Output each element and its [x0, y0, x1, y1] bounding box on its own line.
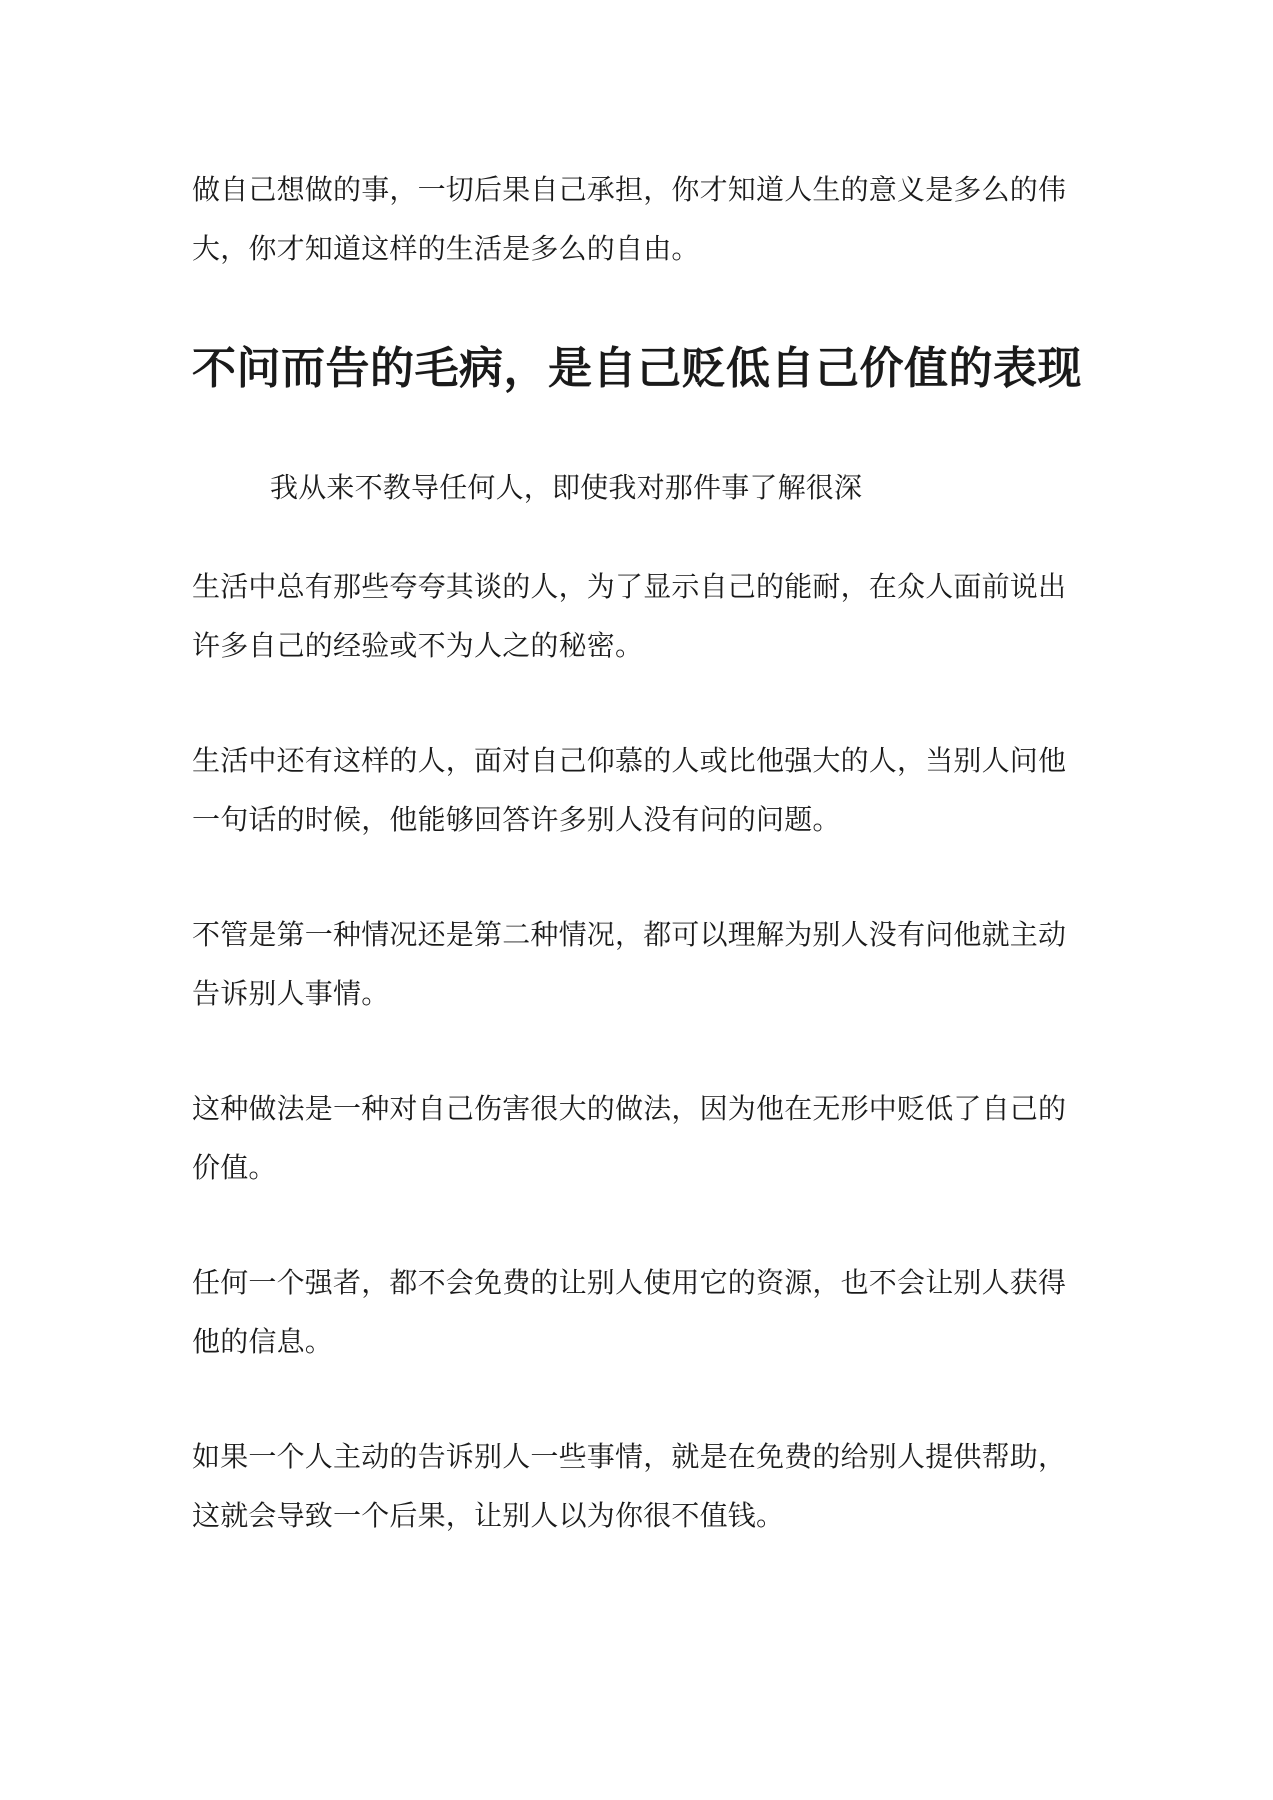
document-body — [192, 160, 1092, 1545]
body-paragraph-6: 如果一个人主动的告诉别人一些事情，就是在免费的给别人提供帮助，这就会导致一个后果，让别人以为你很不值钱。 — [192, 1440, 1067, 1532]
intro-paragraph: 做自己想做的事，一切后果自己承担，你才知道人生的意义是多么的伟大，你才知道这样的生活是多么的自由。 — [192, 173, 1067, 265]
section-heading: 不问而告的毛病，是自己贬低自己价值的表现 — [192, 343, 1082, 394]
body-paragraph-4: 这种做法是一种对自己伤害很大的做法，因为他在无形中贬低了自己的价值。 — [192, 1092, 1067, 1184]
body-paragraph-2: 生活中还有这样的人，面对自己仰慕的人或比他强大的人，当别人问他一句话的时候，他能够回答许多别人没有问的问题。 — [192, 744, 1067, 836]
body-paragraph-3: 不管是第一种情况还是第二种情况，都可以理解为别人没有问他就主动告诉别人事情。 — [192, 918, 1067, 1010]
quote-line: 我从来不教导任何人，即使我对那件事了解很深 — [270, 471, 863, 504]
body-paragraph-5: 任何一个强者，都不会免费的让别人使用它的资源，也不会让别人获得他的信息。 — [192, 1266, 1067, 1358]
body-paragraph-1: 生活中总有那些夸夸其谈的人，为了显示自己的能耐，在众人面前说出许多自己的经验或不为人之的秘密。 — [192, 570, 1067, 662]
